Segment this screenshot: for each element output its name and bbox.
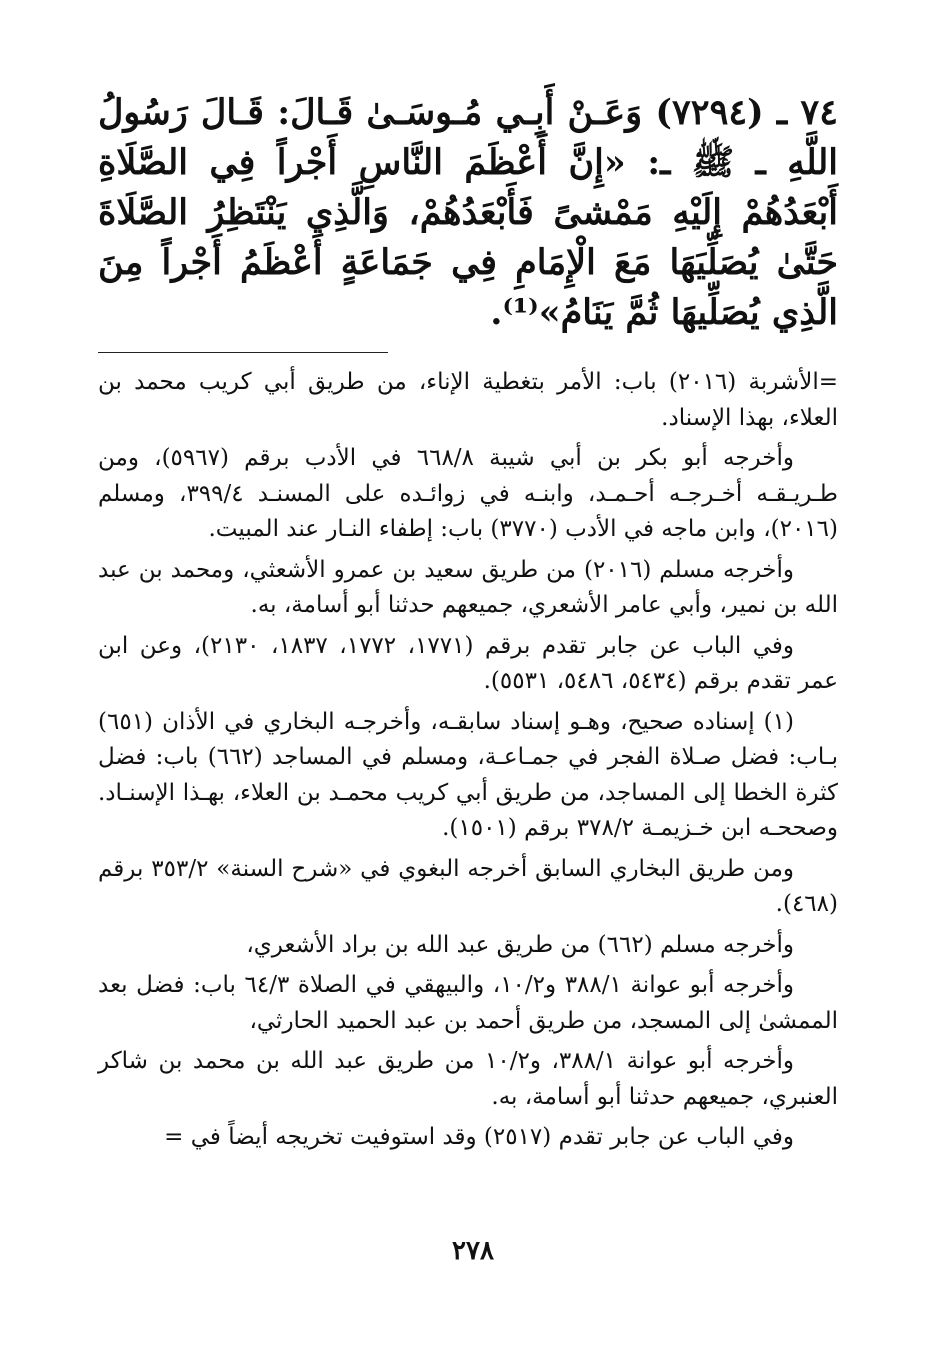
footnote-paragraph: وأخرجه أبو بكر بن أبي شيبة ٦٦٨/٨ في الأدب برقم (٥٩٦٧)، ومن طـريـقـه أخـرجـه أحـمـد، وابنـه في زوائـده على المسنـد ٣٩٩/٤، ومسلم (٢٠١٦)، وابن ماجه في الأدب (٣٧٧٠) باب: إطفاء النـار عند المبيت.	[98, 445, 838, 542]
hadith-text: ٧٤ ـ (٧٢٩٤) وَعَـنْ أَبِـي مُـوسَـىٰ قَـالَ: قَـالَ رَسُولُ اللَّهِ ـ ﷺ ـ: «إِنَّ أَعْظَمَ النَّاسِ أَجْراً فِي الصَّلَاةِ أَبْعَدُهُمْ إِلَيْهِ مَمْشىً فَأَبْعَدُهُمْ، وَالَّذِي يَنْتَظِرُ الصَّلَاةَ حَتَّىٰ يُصَلِّيَهَا مَعَ الْإِمَامِ فِي جَمَاعَةٍ أَعْظَمُ أَجْراً مِنَ الَّذِي يُصَلِّيهَا ثُمَّ يَنَامُ»⁽¹⁾.	[98, 92, 838, 333]
footnote-paragraph: وفي الباب عن جابر تقدم (٢٥١٧) وقد استوفيت تخريجه أيضاً في =	[164, 1124, 794, 1150]
footnotes	[98, 365, 838, 1156]
footnote-paragraph: ومن طريق البخاري السابق أخرجه البغوي في «شرح السنة» ٣٥٣/٢ برقم (٤٦٨).	[98, 855, 838, 917]
footnote-paragraph: =الأشربة (٢٠١٦) باب: الأمر بتغطية الإناء، من طريق أبي كريب محمد بن العلاء، بهذا الإسناد.	[98, 369, 838, 431]
footnote-separator	[98, 338, 838, 357]
page-number: ٢٧٨	[452, 1236, 494, 1266]
footnote-paragraph: وأخرجه مسلم (٢٠١٦) من طريق سعيد بن عمرو الأشعثي، ومحمد بن عبد الله بن نمير، وأبي عامر الأشعري، جميعهم حدثنا أبو أسامة، به.	[98, 556, 838, 618]
footnote-paragraph: (١) إسناده صحيح، وهـو إسناد سابقـه، وأخرجـه البخاري في الأذان (٦٥١) بـاب: فضل صـلاة الفجر في جمـاعـة، ومسلم في المساجد (٦٦٢) باب: فضل كثرة الخطا إلى المساجد، من طريق أبي كريب محمـد بن العلاء، بهـذا الإسنـاد. وصححـه ابن خـزيمـة ٣٧٨/٢ برقم (١٥٠١).	[98, 708, 839, 841]
separator-rule	[98, 352, 388, 353]
footnote-paragraph: وأخرجه مسلم (٦٦٢) من طريق عبد الله بن براد الأشعري،	[246, 931, 794, 958]
footnote-paragraph: وأخرجه أبو عوانة ٣٨٨/١ و١٠/٢، والبيهقي في الصلاة ٦٤/٣ باب: فضل بعد الممشىٰ إلى المسجد، من طريق أحمد بن عبد الحميد الحارثي،	[98, 972, 838, 1034]
footnote-paragraph: وأخرجه أبو عوانة ٣٨٨/١، و١٠/٢ من طريق عبد الله بن محمد بن شاكر العنبري، جميعهم حدثنا أبو أسامة، به.	[98, 1048, 838, 1110]
book-page	[98, 88, 838, 1338]
footnote-paragraph: وفي الباب عن جابر تقدم برقم (١٧٧١، ١٧٧٢، ١٨٣٧، ٢١٣٠)، وعن ابن عمر تقدم برقم (٥٤٣٤، ٥٤٨٦، ٥٥٣١).	[98, 632, 838, 694]
